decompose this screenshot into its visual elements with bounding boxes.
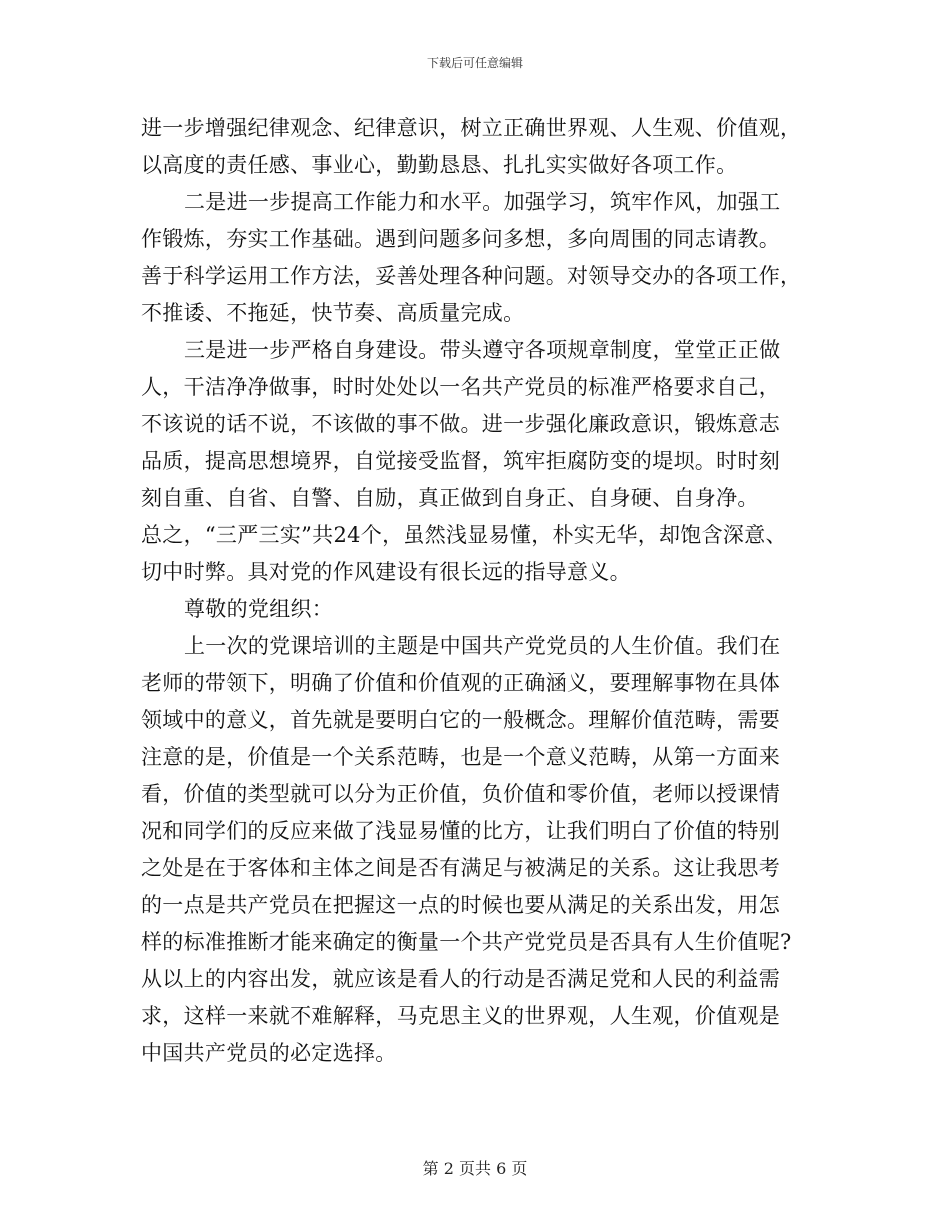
text-line: 领域中的意义，首先就是要明白它的一般概念。理解价值范畴，需要: [141, 708, 780, 732]
text-line: 的一点是共产党员在把握这一点的时候也要从满足的关系出发，用怎: [141, 893, 780, 917]
text-line: 刻自重、自省、自警、自励，真正做到自身正、自身硬、自身净。: [141, 486, 759, 510]
text-line: 中国共产党员的必定选择。: [141, 1041, 397, 1065]
text-line: 样的标准推断才能来确定的衡量一个共产党党员是否具有人生价值呢?: [141, 930, 792, 954]
text-line: 看，价值的类型就可以分为正价值，负价值和零价值，老师以授课情: [141, 782, 780, 806]
text-line: 之处是在于客体和主体之间是否有满足与被满足的关系。这让我思考: [141, 856, 780, 880]
text-line: 求，这样一来就不难解释，马克思主义的世界观，人生观，价值观是: [141, 1004, 780, 1028]
text-line: 人，干洁净净做事，时时处处以一名共产党员的标准严格要求自己，: [141, 375, 780, 399]
text-line: 不推诿、不拖延，快节奏、高质量完成。: [141, 301, 525, 325]
text-line: 上一次的党课培训的主题是中国共产党党员的人生价值。我们在: [184, 634, 781, 658]
text-line: 作锻炼，夯实工作基础。遇到问题多问多想，多向周围的同志请教。: [141, 227, 780, 251]
text-line: 善于科学运用工作方法，妥善处理各种问题。对领导交办的各项工作，: [141, 264, 802, 288]
text-line: 三是进一步严格自身建设。带头遵守各项规章制度，堂堂正正做: [184, 338, 781, 362]
text-line: 以高度的责任感、事业心，勤勤恳恳、扎扎实实做好各项工作。: [141, 153, 738, 177]
text-line: 品质，提高思想境界，自觉接受监督，筑牢拒腐防变的堤坝。时时刻: [141, 449, 780, 473]
text-line: 进一步增强纪律观念、纪律意识，树立正确世界观、人生观、价值观，: [141, 116, 802, 140]
text-line: 切中时弊。具对党的作风建设有很长远的指导意义。: [141, 560, 631, 584]
text-line: 不该说的话不说，不该做的事不做。进一步强化廉政意识，锻炼意志: [141, 412, 780, 436]
text-line: 从以上的内容出发，就应该是看人的行动是否满足党和人民的利益需: [141, 967, 780, 991]
text-line: 况和同学们的反应来做了浅显易懂的比方，让我们明白了价值的特别: [141, 819, 780, 843]
text-line: 总之，“三严三实”共24个，虽然浅显易懂，朴实无华，却饱含深意、: [141, 523, 787, 547]
text-line: 老师的带领下，明确了价值和价值观的正确涵义，要理解事物在具体: [141, 671, 780, 695]
text-line: 注意的是，价值是一个关系范畴，也是一个意义范畴，从第一方面来: [141, 745, 780, 769]
text-line: 二是进一步提高工作能力和水平。加强学习，筑牢作风，加强工: [184, 190, 781, 214]
page-number: 第 2 页共 6 页: [422, 1159, 528, 1178]
salutation: 尊敬的党组织：: [184, 597, 334, 621]
page-header: 下载后可任意编辑: [426, 56, 523, 70]
